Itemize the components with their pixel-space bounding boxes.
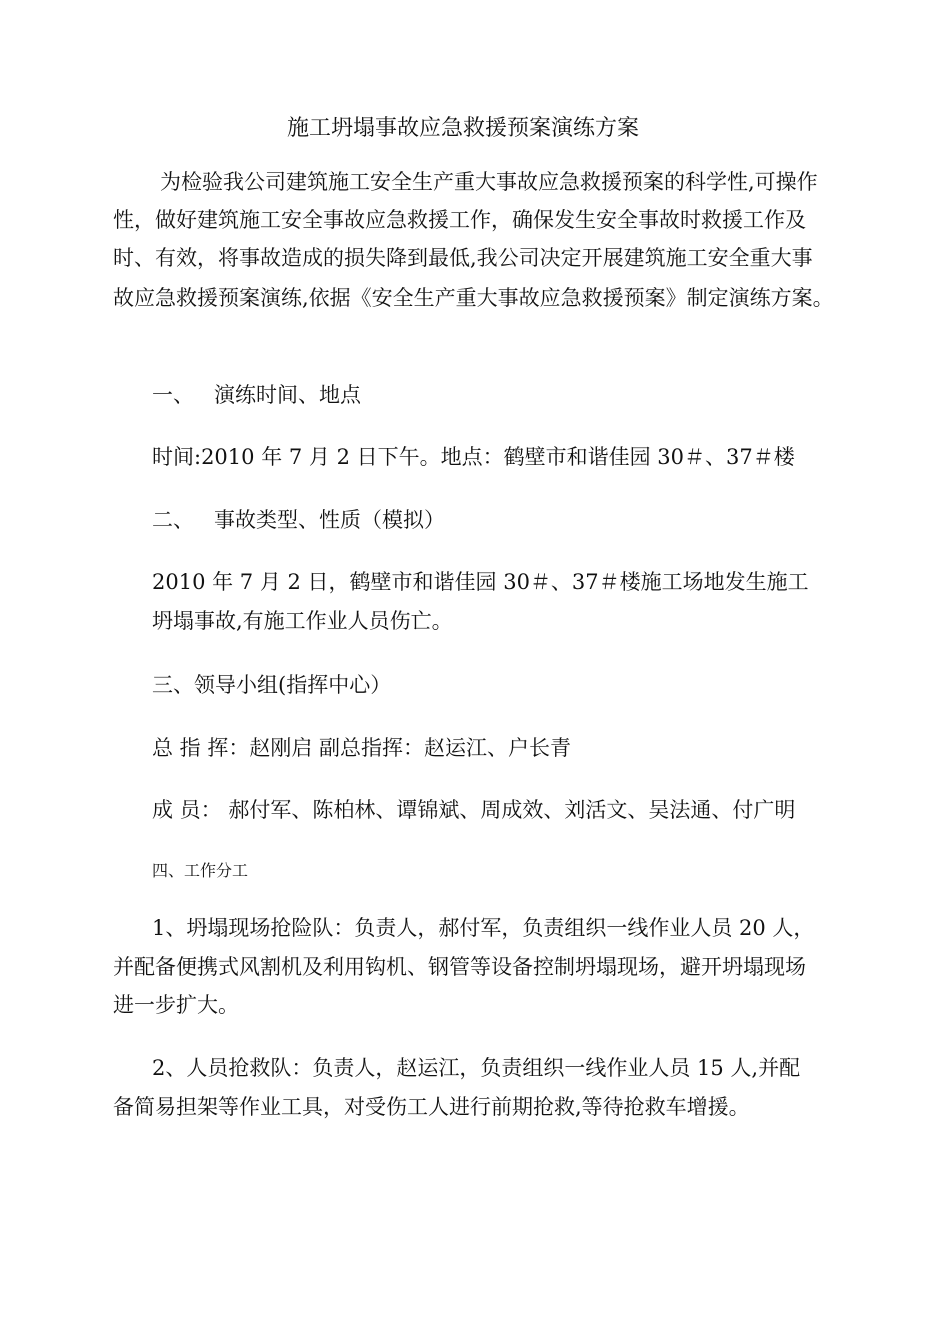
intro-line-1: 为检验我公司建筑施工安全生产重大事故应急救援预案的科学性,可操作 (160, 170, 818, 194)
section-1-number: 一、 (152, 383, 194, 407)
section-4-item-1-line-1: 1、坍塌现场抢险队：负责人，郝付军，负责组织一线作业人员 20 人， (152, 916, 815, 940)
section-2-heading: 事故类型、性质（模拟） (214, 508, 445, 532)
intro-line-4: 故应急救援预案演练,依据《安全生产重大事故应急救援预案》制定演练方案。 (113, 286, 834, 310)
intro-line-2: 性，做好建筑施工安全事故应急救援工作，确保发生安全事故时救援工作及 (113, 208, 806, 232)
section-1-text: 时间:2010 年 7 月 2 日下午。地点：鹤壁市和谐佳园 30＃、37＃楼 (152, 445, 795, 469)
section-4-item-1-line-2: 并配备便携式风割机及利用钩机、钢管等设备控制坍塌现场，避开坍塌现场 (113, 955, 806, 979)
section-4-heading: 四、工作分工 (152, 861, 249, 880)
document-title: 施工坍塌事故应急救援预案演练方案 (287, 116, 640, 141)
section-1-heading: 演练时间、地点 (214, 383, 361, 407)
section-2-line-1: 2010 年 7 月 2 日，鹤壁市和谐佳园 30＃、37＃楼施工场地发生施工 (152, 570, 809, 594)
section-2-number: 二、 (152, 508, 194, 532)
section-3-heading: 三、领导小组(指挥中心） (152, 673, 392, 697)
section-2-line-2: 坍塌事故,有施工作业人员伤亡。 (152, 609, 453, 633)
section-4-item-2-line-1: 2、人员抢救队：负责人，赵运江，负责组织一线作业人员 15 人,并配 (152, 1056, 801, 1080)
intro-line-3: 时、有效，将事故造成的损失降到最低,我公司决定开展建筑施工安全重大事 (113, 246, 813, 270)
section-3-members: 成 员： 郝付军、陈柏林、谭锦斌、周成效、刘活文、吴法通、付广明 (152, 798, 796, 822)
section-4-item-2-line-2: 备简易担架等作业工具，对受伤工人进行前期抢救,等待抢救车增援。 (113, 1095, 750, 1119)
section-4-item-1-line-3: 进一步扩大。 (113, 993, 239, 1017)
section-3-commander: 总 指 挥：赵刚启 副总指挥：赵运江、户长青 (152, 736, 572, 760)
